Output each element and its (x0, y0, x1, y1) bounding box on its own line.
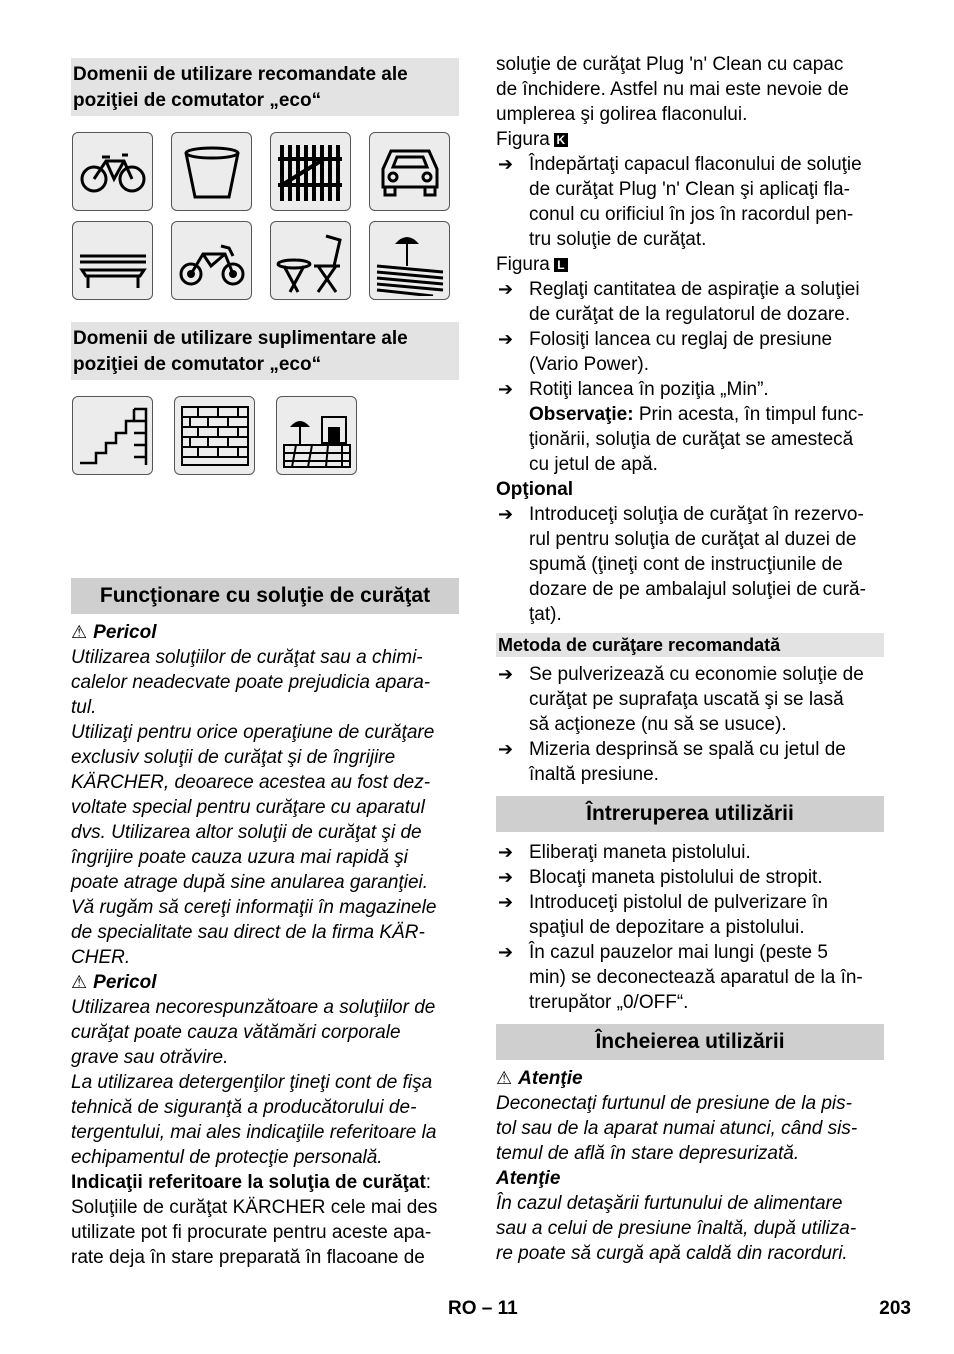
caution-text-2: În cazul detaşării furtunului de alimentare sau a celui de presiune înaltă, după utiliza- re poate să curgă apă caldă din racorduri. (496, 1193, 857, 1264)
method-steps (496, 662, 884, 787)
caution-warning-1: ⚠ Atenţie (496, 1068, 583, 1089)
footer-section-page: RO – 11 (448, 1298, 518, 1319)
caution-text-1: Deconectaţi furtunul de presiune de la pis- tol sau de la aparat numai atunci, când sis- temul de află în stare depresurizată. (496, 1093, 858, 1164)
left-column: Domenii de utilizare recomandate ale poziţiei de comutator „eco“ Domenii de utilizare suplimentare ale poziţiei de comutator „eco“ Funcţionare cu soluţie de curăţat ⚠ Pericol Utilizarea soluţiilor de curăţat sau a chimi- calelor neadecvate poate prejudicia apara- tul. Utilizaţi pentru orice operaţiune de curăţare exclusiv soluţii de curăţat şi de îngrijire KÄRCHER, deoarece acestea au fost dez- voltate special pentru curăţare cu aparatul dvs. Utilizarea altor soluţii de curăţat şi de îngrijire poate cauza uzura mai rapidă şi poate atrage după sine anularea garanţiei. Vă rugăm să cereţi informaţii în magazinele de specialitate sau direct de la firma KÄR- CHER. ⚠ Pericol Utilizarea necorespunzătoare a soluţiilor de curăţat poate cauza vătămări corporale grave sau otrăvire. La utilizarea detergenţilor ţineţi cont de fişa tehnică de siguranţă a producătorului de- tergentului, mai ales indicaţiile referitoare la echipamentul de protecţie personală. Indicaţii referitoare la soluţia de curăţat: Soluţiile de curăţat KÄRCHER cele mai des utilizate pot fi procurate pentru aceste apa- rate deja în stare preparată în flacoane de (71, 52, 459, 1270)
danger-warning-1: ⚠ Pericol (71, 622, 157, 643)
list-item: ➔ Eliberaţi maneta pistolului. (498, 842, 751, 863)
eco-recommended-icons (71, 132, 460, 300)
footer-page-number: 203 (879, 1298, 911, 1319)
list-item: ➔ Îndepărtaţi capacul flaconului de soluţie de curăţat Plug 'n' Clean şi aplicaţi fla- conul cu orificiul în jos în racordul pen- tru soluţie de curăţat. (498, 154, 862, 250)
brick-wall-icon (174, 396, 255, 475)
eco-recommended-heading: Domenii de utilizare recomandate ale poziţiei de comutator „eco“ (71, 58, 459, 116)
arrow-right-icon: ➔ (498, 329, 514, 349)
arrow-right-icon: ➔ (498, 664, 514, 684)
list-item: ➔ Introduceţi pistolul de pulverizare în spaţiul de depozitare a pistolului. (498, 892, 828, 938)
wooden-deck-icon (369, 221, 450, 300)
flower-pot-icon (171, 132, 252, 211)
patio-furniture-icon (270, 221, 351, 300)
danger-warning-2: ⚠ Pericol (71, 972, 157, 993)
arrow-right-icon: ➔ (498, 842, 514, 862)
caution-label-2: Atenţie (496, 1168, 561, 1189)
motorcycle-icon (171, 221, 252, 300)
right-column: soluţie de curăţat Plug 'n' Clean cu capac de închidere. Astfel nu mai este nevoie de umplerea şi golirea flaconului. Figura K ➔ Îndepărtaţi capacul flaconului de soluţie de curăţat Plug 'n' Clean şi aplicaţi fla- conul cu orificiul în jos în racordul pen- tru soluţie de curăţat. Figura L ➔ Reglaţi cantitatea de aspiraţie a soluţiei de curăţat de la regulatorul de dozare. ➔ Folosiţi lancea cu reglaj de presiune (Vario Power). ➔ Rotiţi lancea în poziţia „Min”. Observaţie: Prin acesta, în timpul func- ţionării, soluţia de curăţat se amestecă cu jetul de apă. Opţional ➔ Introduceţi soluţia de curăţat în rezervo- rul pentru soluţia de curăţat al duzei de spumă (ţineţi cont de instrucţiunile de dozare de pe ambalajul soluţiei de cură- ţat). Metoda de curăţare recomandată ➔ Se pulverizează cu economie soluţie de curăţat pe suprafaţa uscată şi se lasă să acţioneze (nu să se usuce). ➔ Mizeria desprinsă se spală cu jetul de înaltă presiune. Întreruperea utilizării ➔ Eliberaţi maneta pistolului. ➔ Blocaţi maneta pistolului de stropit. ➔ Introduceţi pistolul de pulverizare în spaţiul de depozitare a pistolului. ➔ În cazul pauzelor mai lungi (peste 5 min) se deconectează aparatul de la în- trerupător „0/OFF“. Încheierea utilizării ⚠ Atenţie Deconectaţi furtunul de presiune de la pis- tol sau de la aparat numai atunci, când sis- temul de află în stare depresurizată. Atenţie În cazul detaşării furtunului de alimentare sau a celui de presiune înaltă, după utiliza- re poate să curgă apă caldă din racorduri. (496, 52, 884, 1266)
warning-triangle-icon: ⚠ (71, 972, 88, 992)
danger-text-1: Utilizarea soluţiilor de curăţat sau a chimi- calelor neadecvate poate prejudicia apara- tul. Utilizaţi pentru orice operaţiune de curăţare exclusiv soluţii de curăţat şi de îngrijire KÄRCHER, deoarece acestea au fost dez- voltate special pentru curăţare cu aparatul dvs. Utilizarea altor soluţii de curăţat şi de îngrijire poate cauza uzura mai rapidă şi poate atrage după sine anularea garanţiei. Vă rugăm să cereţi informaţii în magazinele de specialitate sau direct de la firma KÄR- CHER. (71, 647, 437, 968)
arrow-right-icon: ➔ (498, 279, 514, 299)
paved-terrace-icon (276, 396, 357, 475)
eco-additional-icons (71, 396, 460, 475)
cleaning-solution-indications: Indicaţii referitoare la soluţia de curăţat: (71, 1172, 432, 1193)
list-item: ➔ În cazul pauzelor mai lungi (peste 5 min) se deconectează aparatul de la în- trerupător „0/OFF“. (498, 942, 863, 1013)
optional-steps (496, 502, 884, 627)
arrow-right-icon: ➔ (498, 942, 514, 962)
list-item: ➔ Reglaţi cantitatea de aspiraţie a soluţiei de curăţat de la regulatorul de dozare. (498, 279, 860, 325)
eco-additional-heading: Domenii de utilizare suplimentare ale poziţiei de comutator „eco“ (71, 322, 459, 380)
figure-k-steps (496, 152, 884, 252)
optional-label: Opţional (496, 479, 574, 500)
list-item: ➔ Blocaţi maneta pistolului de stropit. (498, 867, 823, 888)
interrupt-heading: Întreruperea utilizării (496, 796, 884, 832)
arrow-right-icon: ➔ (498, 867, 514, 887)
arrow-right-icon: ➔ (498, 154, 514, 174)
section-title-cleaning-solution: Funcţionare cu soluţie de curăţat (71, 578, 459, 614)
car-icon (369, 132, 450, 211)
warning-triangle-icon: ⚠ (496, 1068, 513, 1088)
figure-k-reference: Figura K (496, 127, 884, 152)
arrow-right-icon: ➔ (498, 379, 514, 399)
end-heading: Încheierea utilizării (496, 1024, 884, 1060)
arrow-right-icon: ➔ (498, 739, 514, 759)
list-item: ➔ Folosiţi lancea cu reglaj de presiune (Vario Power). (498, 329, 833, 375)
stone-stairs-icon (72, 396, 153, 475)
list-item: ➔ Rotiţi lancea în poziţia „Min”. Observaţie: Prin acesta, în timpul func- ţionării, soluţia de curăţat se amestecă cu jetul de apă. (498, 379, 864, 475)
method-heading: Metoda de curăţare recomandată (496, 633, 884, 657)
list-item: ➔ Se pulverizează cu economie soluţie de curăţat pe suprafaţa uscată şi se lasă să acţioneze (nu să se usuce). (498, 664, 864, 735)
figure-l-reference: Figura L (496, 252, 884, 277)
figure-l-steps (496, 277, 884, 477)
bicycle-icon (72, 132, 153, 211)
interrupt-steps (496, 840, 884, 1015)
garden-bench-icon (72, 221, 153, 300)
arrow-right-icon: ➔ (498, 892, 514, 912)
warning-triangle-icon: ⚠ (71, 622, 88, 642)
list-item: ➔ Introduceţi soluţia de curăţat în rezervo- rul pentru soluţia de curăţat al duzei de spumă (ţineţi cont de instrucţiunile de dozare de pe ambalajul soluţiei de cură- ţat). (498, 504, 866, 625)
wooden-fence-icon (270, 132, 351, 211)
arrow-right-icon: ➔ (498, 504, 514, 524)
danger-text-2: Utilizarea necorespunzătoare a soluţiilor de curăţat poate cauza vătămări corporale grave sau otrăvire. La utilizarea detergenţilor ţineţi cont de fişa tehnică de siguranţă a producătorului de- tergentului, mai ales indicaţiile referitoare la echipamentul de protecţie personală. (71, 997, 437, 1168)
list-item: ➔ Mizeria desprinsă se spală cu jetul de înaltă presiune. (498, 739, 846, 785)
